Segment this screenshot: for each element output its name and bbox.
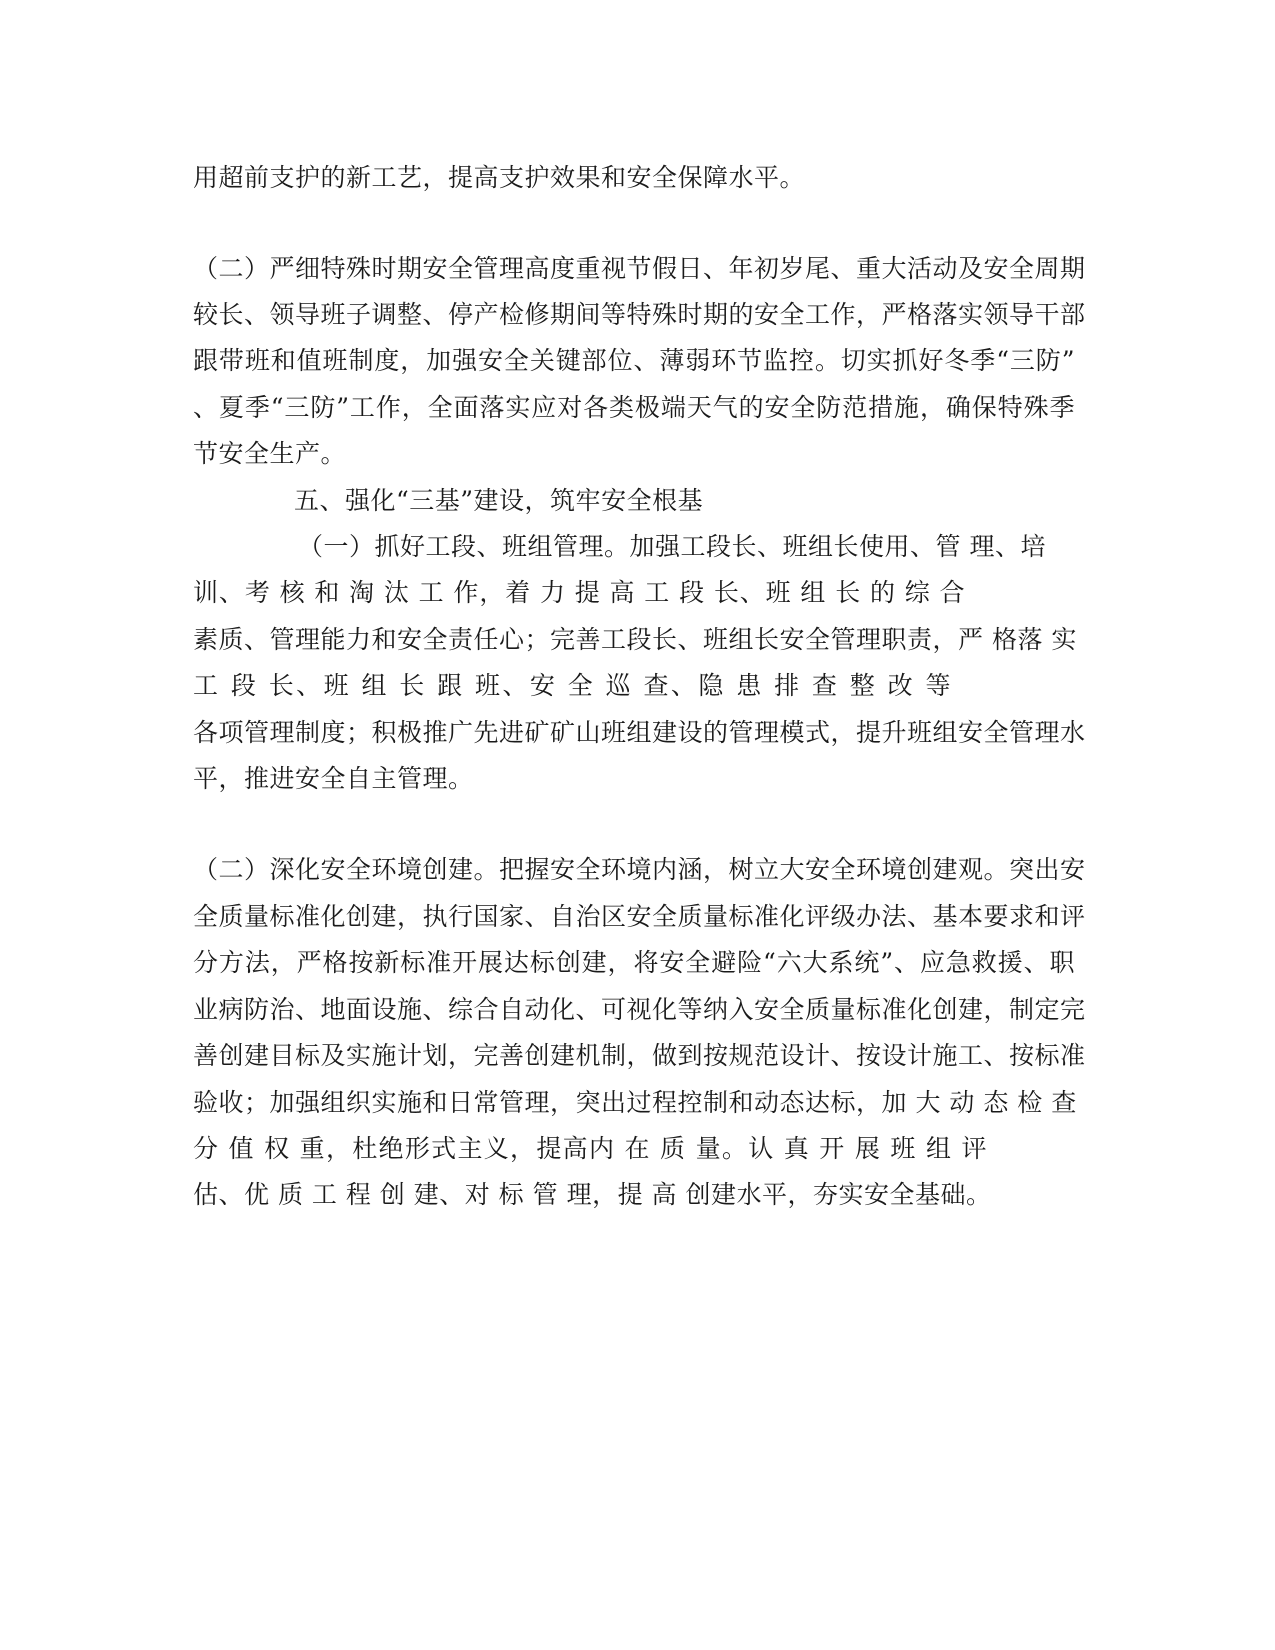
text-line: 素质、管理能力和安全责任心；完善工段长、班组长安全管理职责，严 格落 实 — [193, 625, 1077, 654]
section-heading: 五、强化“三基”建设，筑牢安全根基 — [294, 486, 704, 515]
text-line: 业病防治、地面设施、综合自动化、可视化等纳入安全质量标准化创建，制定完 — [193, 995, 1086, 1024]
text-line: （二）深化安全环境创建。把握安全环境内涵，树立大安全环境创建观。突出安 — [193, 855, 1086, 884]
text-line: 训、考 核 和 淘 汰 工 作，着 力 提 高 工 段 长、班 组 长 的 综 合 — [193, 578, 965, 607]
text-line: 用超前支护的新工艺，提高支护效果和安全保障水平。 — [193, 163, 806, 192]
text-line: 跟带班和值班制度，加强安全关键部位、薄弱环节监控。切实抓好冬季“三防” — [193, 346, 1075, 375]
text-line: 估、优 质 工 程 创 建、对 标 管 理，提 高 创建水平，夯实安全基础。 — [193, 1180, 992, 1209]
text-line: 验收；加强组织实施和日常管理，突出过程控制和动态达标，加 大 动 态 检 查 — [193, 1088, 1077, 1117]
text-line: 分方法，严格按新标准开展达标创建，将安全避险“六大系统”、应急救援、职 — [193, 948, 1075, 977]
text-line: 善创建目标及实施计划，完善创建机制，做到按规范设计、按设计施工、按标准 — [193, 1041, 1086, 1070]
text-line: 、夏季“三防”工作，全面落实应对各类极端天气的安全防范措施，确保特殊季 — [193, 393, 1075, 422]
text-line: 节安全生产。 — [193, 439, 347, 468]
text-line: 平，推进安全自主管理。 — [193, 764, 474, 793]
text-line: 全质量标准化创建，执行国家、自治区安全质量标准化评级办法、基本要求和评 — [193, 902, 1086, 931]
text-line: 分 值 权 重，杜绝形式主义，提高内 在 质 量。认 真 开 展 班 组 评 — [193, 1134, 987, 1163]
text-line: 工 段 长、班 组 长 跟 班、安 全 巡 查、隐 患 排 查 整 改 等 — [193, 671, 951, 700]
text-line: （二）严细特殊时期安全管理高度重视节假日、年初岁尾、重大活动及安全周期 — [193, 254, 1086, 283]
text-line: （一）抓好工段、班组管理。加强工段长、班组长使用、管 理、培 — [298, 532, 1046, 561]
text-line: 各项管理制度；积极推广先进矿矿山班组建设的管理模式，提升班组安全管理水 — [193, 718, 1086, 747]
text-line: 较长、领导班子调整、停产检修期间等特殊时期的安全工作，严格落实领导干部 — [193, 300, 1086, 329]
